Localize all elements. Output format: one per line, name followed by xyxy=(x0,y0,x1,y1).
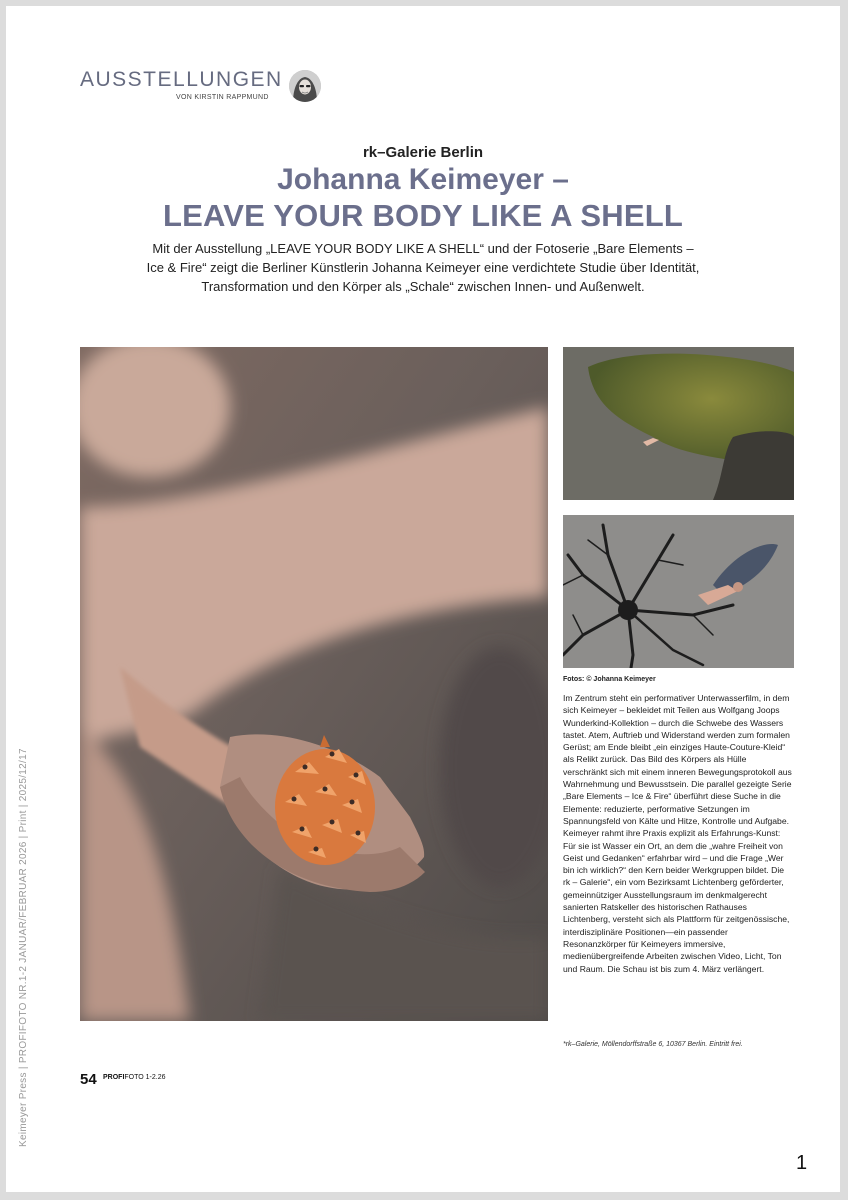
page-number: 54 xyxy=(80,1071,97,1088)
magazine-name xyxy=(103,1074,166,1081)
sheet-number: 1 xyxy=(796,1152,808,1174)
article-headline xyxy=(6,162,840,234)
author-avatar xyxy=(289,70,321,102)
magazine-name-rest: FOTO 1-2.26 xyxy=(124,1074,166,1081)
top-right-photo xyxy=(563,347,794,500)
article-kicker: rk–Galerie Berlin xyxy=(362,144,484,161)
article-body: Im Zentrum steht ein performativer Unterwasserfilm, in dem sich Keimeyer – bekleidet mit Teilen aus Wolfgang Joops Wunderkind-Kollektion – durch die Schwebe des Wassers tastet. Atem, Auftrieb und Widerstand werden zum formalen Gerüst; am Ende bleibt „ein einziges Haute-Couture-Kleid“ als Relikt zurück. Das Bild des Körpers als Hülle verschränkt sich mit einem inneren Bewegungsprotokoll aus Wahrnehmung und Bewusstsein. Die parallel gezeigte Serie „Bare Elements – Ice & Fire“ überführt diese Suche in die Elemente: reduzierte, performative Setzungen im Spannungsfeld von Kälte und Hitze, Kontrolle und Aufgabe. Keimeyer rahmt ihre Praxis explizit als Erfahrungs-Kunst: Für sie ist Wasser ein Ort, an dem die „wahre Freiheit von Geist und Gedanken“ erfahrbar wird – und die Frage „Wer bin ich wirklich?“ den Kern beider Werkgruppen bildet. Die rk – Galerie“, ein vom Bezirksamt Lichtenberg geförderter, gemeinnütziger Ausstellungsraum im denkmalgerecht sanierten Ratskeller des historischen Rathauses Lichtenberg, versteht sich als Plattform für zeitgenössische, interdisziplinäre Positionen—ein passender Resonanzkörper für Keimeyers immersive, medienübergreifende Arbeiten zwischen Video, Licht, Ton und Raum. Die Schau ist bis zum 4. März verlängert. xyxy=(563,693,792,974)
magazine-page xyxy=(6,6,840,1192)
gallery-address: *rk–Galerie, Möllendorffstraße 6, 10367 Berlin. Eintritt frei. xyxy=(563,1041,743,1048)
article-lead: Mit der Ausstellung „LEAVE YOUR BODY LIKE A SHELL“ und der Fotoserie „Bare Elements – Ice & Fire“ zeigt die Berliner Künstlerin Johanna Keimeyer eine verdichtete Studie über Identität, Transformation und den Körper als „Schale“ zwischen Innen- und Außenwelt. xyxy=(146,241,700,294)
section-title: AUSSTELLUNGEN xyxy=(80,68,283,91)
author-byline: VON KIRSTIN RAPPMUND xyxy=(176,94,269,101)
headline-line-2: LEAVE YOUR BODY LIKE A SHELL xyxy=(162,198,684,233)
middle-right-photo xyxy=(563,515,794,668)
headline-line-1: Johanna Keimeyer – xyxy=(277,163,569,196)
magazine-name-bold: PROFI xyxy=(103,1074,125,1081)
photo-credit: Fotos: © Johanna Keimeyer xyxy=(563,676,656,683)
side-press-note: Keimeyer Press | PROFIFOTO NR.1-2 JANUAR/FEBRUAR 2026 | Print | 2025/12/17 xyxy=(18,748,29,1147)
main-photo xyxy=(80,347,548,1021)
